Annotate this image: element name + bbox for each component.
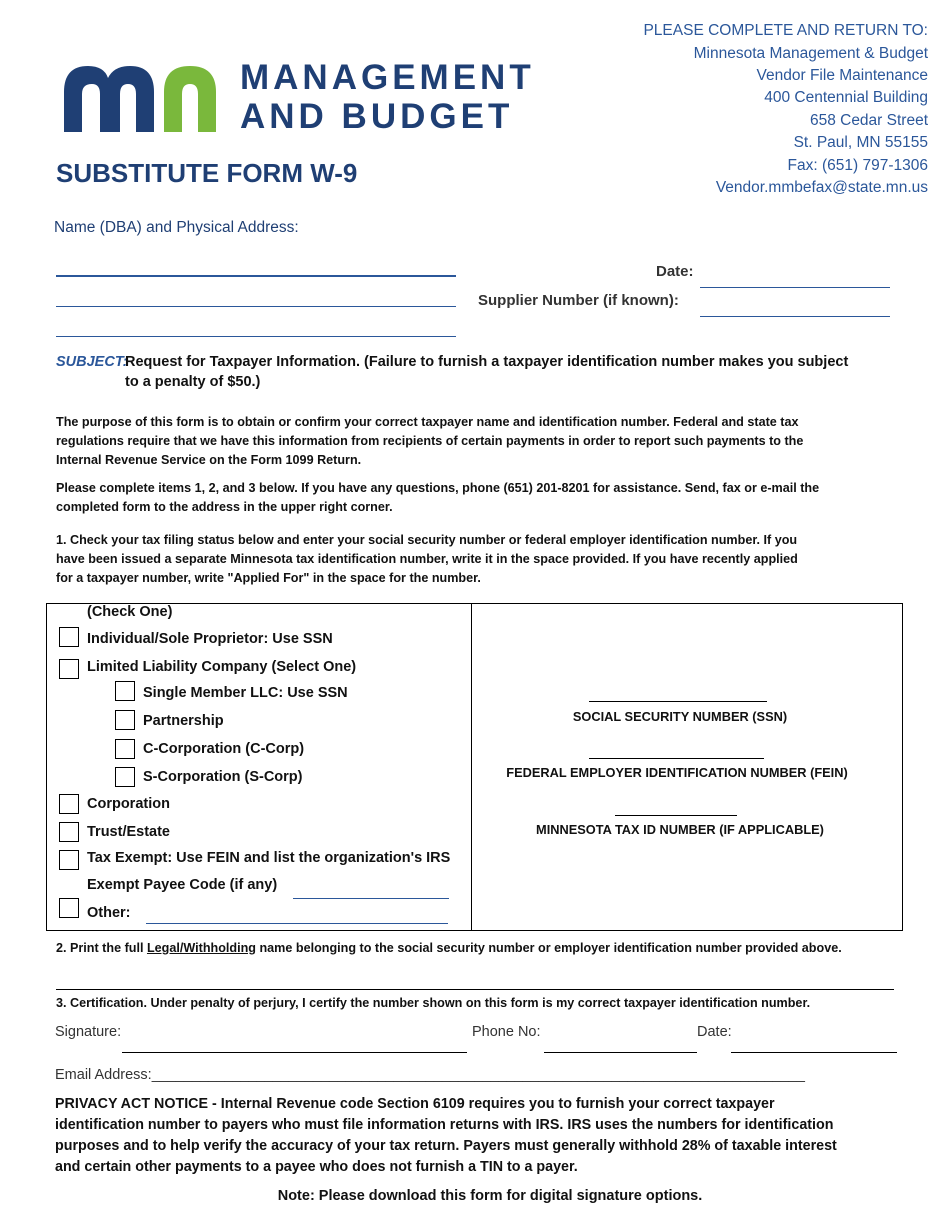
item2-prefix: 2. Print the full	[56, 941, 147, 955]
text-line: regulations require that we have this information from recipients of certain payments in order to report such payments to the	[56, 434, 804, 448]
signature-field[interactable]	[122, 1052, 467, 1053]
text-line: The purpose of this form is to obtain or confirm your correct taxpayer name and identification number. Federal and state tax	[56, 415, 799, 429]
legal-name-field[interactable]	[56, 989, 894, 990]
s-corp-label: S-Corporation (S-Corp)	[143, 769, 303, 785]
llc-checkbox[interactable]	[59, 659, 79, 679]
single-member-llc-checkbox[interactable]	[115, 681, 135, 701]
check-one-label: (Check One)	[87, 604, 173, 620]
address-line: PLEASE COMPLETE AND RETURN TO:	[643, 22, 928, 39]
single-member-llc-label: Single Member LLC: Use SSN	[143, 685, 348, 701]
text-line: purposes and to help verify the accuracy of your tax return. Payers must generally withhold 28% of taxable interest	[55, 1138, 837, 1154]
text-line: Internal Revenue Service on the Form 1099 Return.	[56, 453, 362, 467]
address-line: St. Paul, MN 55155	[793, 134, 928, 151]
logo-text-line1: MANAGEMENT	[240, 58, 535, 97]
item2-underlined: Legal/Withholding	[146, 941, 256, 955]
item2-suffix: name belonging to the social security number or employer identification number provided above.	[255, 941, 842, 955]
date-label: Date:	[656, 263, 694, 280]
c-corp-label: C-Corporation (C-Corp)	[143, 741, 305, 757]
name-address-label: Name (DBA) and Physical Address:	[54, 219, 299, 236]
text-line: identification number to payers who must file information returns with IRS. IRS uses the numbers for identification	[55, 1117, 834, 1133]
exempt-payee-code-field[interactable]	[293, 898, 449, 899]
c-corp-checkbox[interactable]	[115, 739, 135, 759]
text-line: and certain other payments to a payee who does not furnish a TIN to a payer.	[55, 1159, 578, 1175]
partnership-checkbox[interactable]	[115, 710, 135, 730]
mn-logo-mark	[60, 62, 220, 134]
mn-tax-id-label: MINNESOTA TAX ID NUMBER (IF APPLICABLE)	[536, 822, 824, 837]
privacy-act-notice	[55, 1094, 837, 1178]
certification-text: 3. Certification. Under penalty of perjury, I certify the number shown on this form is my correct taxpayer identification number.	[56, 996, 811, 1010]
name-address-line-3[interactable]	[56, 336, 456, 337]
phone-label: Phone No:	[472, 1024, 541, 1040]
other-label: Other:	[87, 905, 131, 921]
date-field[interactable]	[700, 287, 890, 288]
item1-paragraph	[56, 531, 916, 588]
subject-label: SUBJECT:	[56, 354, 128, 370]
text-line: for a taxpayer number, write "Applied For" in the space for the number.	[56, 571, 481, 585]
download-note: Note: Please download this form for digital signature options.	[277, 1188, 703, 1204]
logo-text-line2: AND BUDGET	[240, 97, 514, 136]
other-checkbox[interactable]	[59, 898, 79, 918]
corporation-label: Corporation	[87, 796, 170, 812]
ssn-field[interactable]	[589, 701, 767, 702]
name-address-line-1[interactable]	[56, 275, 456, 277]
exempt-payee-code-label: Exempt Payee Code (if any)	[87, 877, 278, 893]
signature-label: Signature:	[55, 1024, 122, 1040]
address-line: Minnesota Management & Budget	[693, 45, 928, 62]
email-link[interactable]: Vendor.mmbefax@state.mn.us	[715, 179, 928, 196]
text-line: have been issued a separate Minnesota tax identification number, write it in the space provided. If you have recently applied	[56, 552, 798, 566]
name-address-line-2[interactable]	[56, 306, 456, 307]
trust-estate-checkbox[interactable]	[59, 822, 79, 842]
subject-text-line1: Request for Taxpayer Information. (Failure to furnish a taxpayer identification number makes you subject	[125, 354, 849, 370]
fax-number: Fax: (651) 797-1306	[787, 157, 928, 174]
item2-text	[56, 941, 842, 955]
purpose-paragraph	[56, 413, 916, 470]
text-line: PRIVACY ACT NOTICE - Internal Revenue code Section 6109 requires you to furnish your correct taxpayer	[55, 1096, 775, 1112]
supplier-number-label: Supplier Number (if known):	[478, 292, 679, 309]
email-address-row[interactable]	[55, 1067, 805, 1083]
individual-checkbox[interactable]	[59, 627, 79, 647]
corporation-checkbox[interactable]	[59, 794, 79, 814]
phone-field[interactable]	[544, 1052, 697, 1053]
signature-date-label: Date:	[697, 1024, 732, 1040]
trust-estate-label: Trust/Estate	[87, 824, 170, 840]
fein-label: FEDERAL EMPLOYER IDENTIFICATION NUMBER (FEIN)	[506, 765, 848, 780]
text-line: completed form to the address in the upper right corner.	[56, 500, 393, 514]
s-corp-checkbox[interactable]	[115, 767, 135, 787]
address-line: 658 Cedar Street	[809, 112, 928, 129]
mmb-logo	[60, 62, 220, 134]
ssn-label: SOCIAL SECURITY NUMBER (SSN)	[572, 709, 788, 724]
llc-label: Limited Liability Company (Select One)	[87, 659, 357, 675]
partnership-label: Partnership	[143, 713, 224, 729]
supplier-number-field[interactable]	[700, 316, 890, 317]
tax-exempt-checkbox[interactable]	[59, 850, 79, 870]
tax-exempt-label: Tax Exempt: Use FEIN and list the organization's IRS	[87, 850, 451, 866]
text-line: Please complete items 1, 2, and 3 below. If you have any questions, phone (651) 201-8201 for assistance. Send, fax or e-mail the	[56, 481, 820, 495]
fein-field[interactable]	[589, 758, 764, 759]
address-line: Vendor File Maintenance	[756, 67, 928, 84]
address-line: 400 Centennial Building	[764, 89, 928, 106]
text-line: 1. Check your tax filing status below and enter your social security number or federal employer identification number. If you	[56, 533, 798, 547]
signature-date-field[interactable]	[731, 1052, 897, 1053]
email-address-blank[interactable]: _________________________________________________________________________________	[151, 1067, 805, 1083]
email-address-label: Email Address:	[55, 1067, 152, 1083]
other-field[interactable]	[146, 923, 448, 924]
individual-label: Individual/Sole Proprietor: Use SSN	[87, 631, 333, 647]
subject-text-line2: to a penalty of $50.)	[125, 374, 261, 390]
form-title: SUBSTITUTE FORM W-9	[56, 158, 358, 188]
mn-tax-id-field[interactable]	[615, 815, 737, 816]
instructions-paragraph	[56, 479, 916, 517]
